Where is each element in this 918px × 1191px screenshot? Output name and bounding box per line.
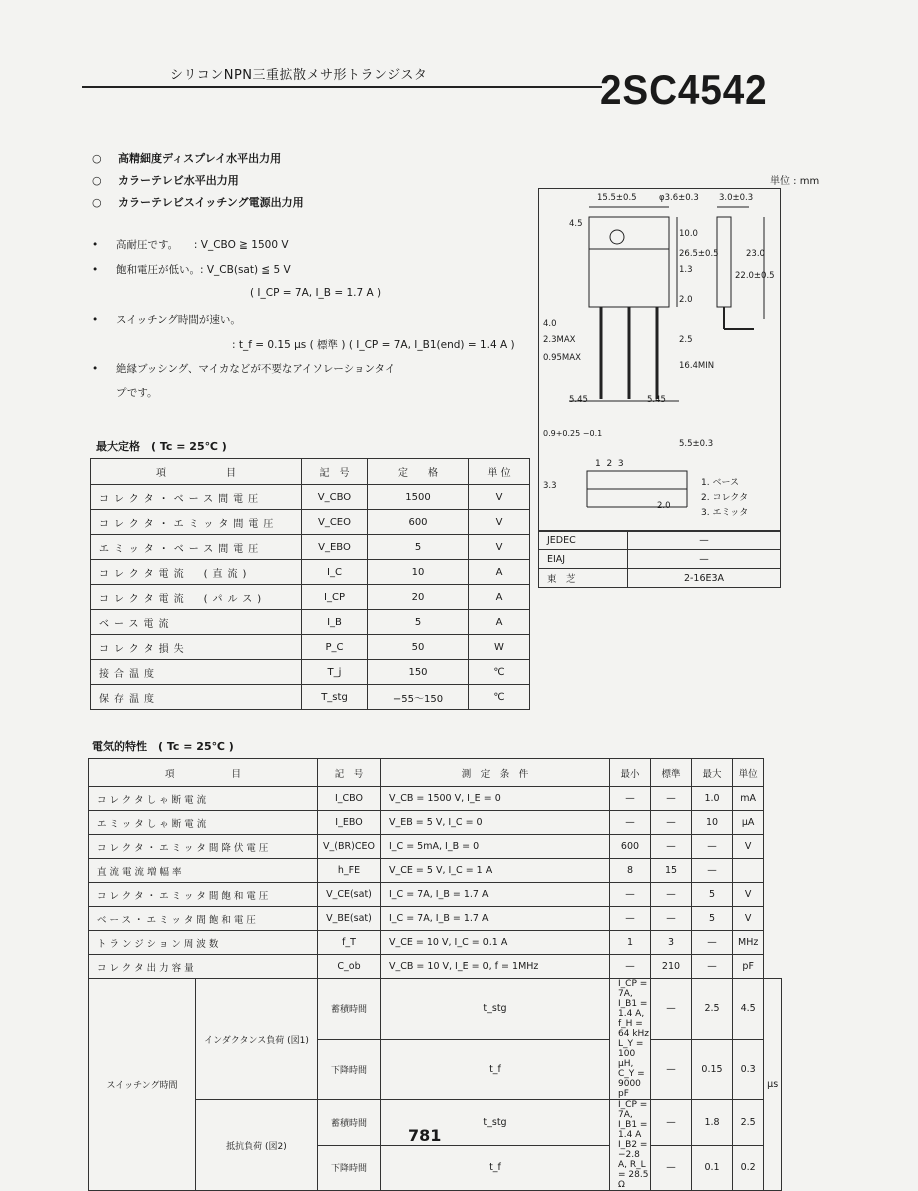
dim-d16: 5.45: [569, 395, 588, 405]
item-name: エミッタしゃ断電流: [89, 811, 318, 835]
rating: 5: [368, 610, 469, 635]
item-name: ベース・エミッタ間飽和電圧: [89, 907, 318, 931]
switching-row: [89, 979, 782, 1040]
dim-d6: 1.3: [679, 265, 693, 275]
elec-header: 項 目 記 号 測 定 条 件 最小 標準 最大 単位: [89, 759, 782, 787]
feature-4: • 絶縁ブッシング、マイカなどが不要なアイソレーションタイ: [92, 363, 396, 375]
condition: I_C = 5mA, I_B = 0: [381, 835, 610, 859]
max-ratings-table: [90, 458, 530, 710]
feature-2-cond: ( I_CP = 7A, I_B = 1.7 A ): [250, 287, 382, 299]
typ: —: [651, 835, 692, 859]
min: —: [651, 1100, 692, 1146]
condition: V_CB = 10 V, I_E = 0, f = 1MHz: [381, 955, 610, 979]
symbol: V_CE(sat): [318, 883, 381, 907]
max-ratings-row: [91, 485, 530, 510]
elec-row: [89, 811, 782, 835]
typ: —: [651, 787, 692, 811]
min: —: [610, 787, 651, 811]
max: 1.0: [692, 787, 733, 811]
symbol: I_EBO: [318, 811, 381, 835]
rating: 50: [368, 635, 469, 660]
typ: —: [651, 811, 692, 835]
item-name: コレクタしゃ断電流: [89, 787, 318, 811]
elec-row: [89, 931, 782, 955]
symbol: I_CBO: [318, 787, 381, 811]
rating: 1500: [368, 485, 469, 510]
min: 8: [610, 859, 651, 883]
typ: 1.8: [692, 1100, 733, 1146]
symbol: V_CEO: [302, 510, 368, 535]
unit-label: 単位 : mm: [770, 176, 820, 187]
symbol: t_f: [381, 1145, 610, 1191]
typ: 3: [651, 931, 692, 955]
unit: A: [469, 560, 530, 585]
device-subtitle: シリコンNPN三重拡散メサ形トランジスタ: [170, 68, 428, 83]
application-2: ○ カラーテレビ水平出力用: [92, 174, 239, 187]
pin-numbers: 1 2 3: [595, 459, 624, 469]
item-name: コレクタ・エミッタ間電圧: [91, 510, 302, 535]
max: 5: [692, 907, 733, 931]
elec-row: [89, 955, 782, 979]
dim-d8: 23.0: [746, 249, 765, 259]
feature-3: • スイッチング時間が速い。: [92, 314, 241, 326]
symbol: V_(BR)CEO: [318, 835, 381, 859]
item-name: 直流電流増幅率: [89, 859, 318, 883]
max: —: [692, 955, 733, 979]
elec-row: [89, 859, 782, 883]
unit: ℃: [469, 660, 530, 685]
symbol: T_j: [302, 660, 368, 685]
elec-row: [89, 883, 782, 907]
unit: μA: [733, 811, 764, 835]
typ: —: [651, 907, 692, 931]
item-name: ベース電流: [91, 610, 302, 635]
unit: V: [469, 510, 530, 535]
max: 0.2: [733, 1145, 764, 1191]
dim-d10: 2.0: [679, 295, 693, 305]
max-ratings-row: [91, 560, 530, 585]
package-standards-table: [538, 530, 781, 588]
dim-d14: 2.5: [679, 335, 693, 345]
mount-hole: [610, 230, 624, 244]
typ: 15: [651, 859, 692, 883]
max-ratings-row: [91, 635, 530, 660]
max: 2.5: [733, 1100, 764, 1146]
symbol: t_f: [381, 1039, 610, 1100]
unit: [733, 859, 764, 883]
max: 5: [692, 883, 733, 907]
dim-d1: 15.5±0.5: [597, 193, 637, 203]
item-name: コレクタ・エミッタ間降伏電圧: [89, 835, 318, 859]
switching-item-name: 蓄積時間: [318, 979, 381, 1040]
rating: 600: [368, 510, 469, 535]
dim-d3: 3.0±0.3: [719, 193, 754, 203]
condition: I_C = 7A, I_B = 1.7 A: [381, 907, 610, 931]
elec-title: 電気的特性 ( Tc = 25℃ ): [92, 740, 234, 753]
pin-legend-3: 3. エミッタ: [701, 508, 749, 518]
symbol: I_B: [302, 610, 368, 635]
min: —: [610, 883, 651, 907]
max-ratings-row: [91, 610, 530, 635]
max-ratings-row: [91, 585, 530, 610]
symbol: T_stg: [302, 685, 368, 710]
max-ratings-row: [91, 510, 530, 535]
dim-d21: 2.0: [657, 501, 671, 511]
dim-d4: 4.5: [569, 219, 583, 229]
elec-row: [89, 835, 782, 859]
elec-row: [89, 787, 782, 811]
unit: V: [469, 535, 530, 560]
item-name: コレクタ電流 (直流): [91, 560, 302, 585]
symbol: f_T: [318, 931, 381, 955]
pin-legend-2: 2. コレクタ: [701, 493, 749, 503]
min: —: [651, 1145, 692, 1191]
std-row: JEDEC —: [539, 531, 781, 550]
unit: W: [469, 635, 530, 660]
dim-d2: φ3.6±0.3: [659, 193, 699, 203]
dim-d5: 10.0: [679, 229, 698, 239]
condition: I_CP = 7A, I_B1 = 1.4 A, f_H = 64 kHz L_Y = 100 μH, C_Y = 9000 pF: [610, 979, 651, 1100]
switching-unit: μs: [764, 979, 782, 1191]
condition: V_CE = 5 V, I_C = 1 A: [381, 859, 610, 883]
min: —: [610, 955, 651, 979]
item-name: 保存温度: [91, 685, 302, 710]
feature-2: • 飽和電圧が低い。: V_CB(sat) ≦ 5 V: [92, 264, 291, 276]
min: —: [610, 907, 651, 931]
symbol: V_EBO: [302, 535, 368, 560]
symbol: I_C: [302, 560, 368, 585]
rating: 5: [368, 535, 469, 560]
symbol: t_stg: [381, 1100, 610, 1146]
unit: V: [469, 485, 530, 510]
package-body: [589, 217, 669, 307]
item-name: コレクタ・ベース間電圧: [91, 485, 302, 510]
min: —: [651, 1039, 692, 1100]
symbol: P_C: [302, 635, 368, 660]
condition: I_CP = 7A, I_B1 = 1.4 A I_B2 = −2.8 A, R_L = 28.5 Ω: [610, 1100, 651, 1191]
unit: pF: [733, 955, 764, 979]
dim-d15: 16.4MIN: [679, 361, 715, 371]
typ: —: [651, 883, 692, 907]
unit: V: [733, 907, 764, 931]
pin-legend-1: 1. ベース: [701, 478, 739, 488]
symbol: h_FE: [318, 859, 381, 883]
symbol: V_CBO: [302, 485, 368, 510]
max: 0.3: [733, 1039, 764, 1100]
feature-1: • 高耐圧です。 : V_CBO ≧ 1500 V: [92, 239, 289, 251]
dim-d12: 2.3MAX: [543, 335, 576, 345]
header-rule: [82, 86, 602, 88]
unit: A: [469, 585, 530, 610]
rating: 10: [368, 560, 469, 585]
rating: 20: [368, 585, 469, 610]
max: 4.5: [733, 979, 764, 1040]
application-3: ○ カラーテレビスイッチング電源出力用: [92, 196, 304, 209]
dim-d13: 0.95MAX: [543, 353, 581, 363]
unit: V: [733, 883, 764, 907]
max: —: [692, 835, 733, 859]
item-name: コレクタ損失: [91, 635, 302, 660]
elec-row: [89, 907, 782, 931]
max-ratings-title: 最大定格 ( Tc = 25℃ ): [96, 440, 227, 453]
load-type: インダクタンス負荷 (図1): [195, 979, 317, 1100]
unit: mA: [733, 787, 764, 811]
load-type: 抵抗負荷 (図2): [195, 1100, 317, 1191]
dim-d11: 4.0: [543, 319, 557, 329]
item-name: 接合温度: [91, 660, 302, 685]
package-outline: [538, 188, 781, 532]
symbol: V_BE(sat): [318, 907, 381, 931]
typ: 210: [651, 955, 692, 979]
dim-d18: 0.9+0.25 −0.1: [543, 429, 603, 438]
switching-item-name: 下降時間: [318, 1145, 381, 1191]
unit: V: [733, 835, 764, 859]
typ: 2.5: [692, 979, 733, 1040]
feature-3-cond: : t_f = 0.15 μs ( 標準 ) ( I_CP = 7A, I_B1(end) = 1.4 A ): [232, 339, 515, 351]
min: —: [651, 979, 692, 1040]
dim-d19: 5.5±0.3: [679, 439, 714, 449]
condition: V_CB = 1500 V, I_E = 0: [381, 787, 610, 811]
max-ratings-row: [91, 535, 530, 560]
max: 10: [692, 811, 733, 835]
item-name: コレクタ・エミッタ間飽和電圧: [89, 883, 318, 907]
part-number: 2SC4542: [600, 66, 768, 113]
unit: MHz: [733, 931, 764, 955]
typ: 0.15: [692, 1039, 733, 1100]
switching-item-name: 下降時間: [318, 1039, 381, 1100]
std-row: 東 芝 2-16E3A: [539, 569, 781, 588]
item-name: エミッタ・ベース間電圧: [91, 535, 302, 560]
max-ratings-header: 項 目 記 号 定 格 単 位: [91, 459, 530, 485]
symbol: t_stg: [381, 979, 610, 1040]
switching-label: スイッチング時間: [89, 979, 196, 1191]
condition: I_C = 7A, I_B = 1.7 A: [381, 883, 610, 907]
item-name: コレクタ電流 (パルス): [91, 585, 302, 610]
min: 600: [610, 835, 651, 859]
condition: V_EB = 5 V, I_C = 0: [381, 811, 610, 835]
max: —: [692, 931, 733, 955]
std-row: EIAJ —: [539, 550, 781, 569]
page-number: 781: [408, 1126, 442, 1145]
max-ratings-row: [91, 660, 530, 685]
feature-4-cont: プです。: [116, 387, 158, 399]
rating: −55〜150: [368, 685, 469, 710]
max-ratings-row: [91, 685, 530, 710]
dim-d17: 5.45: [647, 395, 666, 405]
typ: 0.1: [692, 1145, 733, 1191]
rating: 150: [368, 660, 469, 685]
unit: ℃: [469, 685, 530, 710]
max: —: [692, 859, 733, 883]
symbol: I_CP: [302, 585, 368, 610]
item-name: コレクタ出力容量: [89, 955, 318, 979]
dim-d7: 26.5±0.5: [679, 249, 719, 259]
condition: V_CE = 10 V, I_C = 0.1 A: [381, 931, 610, 955]
symbol: C_ob: [318, 955, 381, 979]
switching-item-name: 蓄積時間: [318, 1100, 381, 1146]
min: —: [610, 811, 651, 835]
application-1: ○ 高精細度ディスプレイ水平出力用: [92, 152, 282, 165]
min: 1: [610, 931, 651, 955]
unit: A: [469, 610, 530, 635]
item-name: トランジション周波数: [89, 931, 318, 955]
dim-d9: 22.0±0.5: [735, 271, 775, 281]
dim-d20: 3.3: [543, 481, 557, 491]
